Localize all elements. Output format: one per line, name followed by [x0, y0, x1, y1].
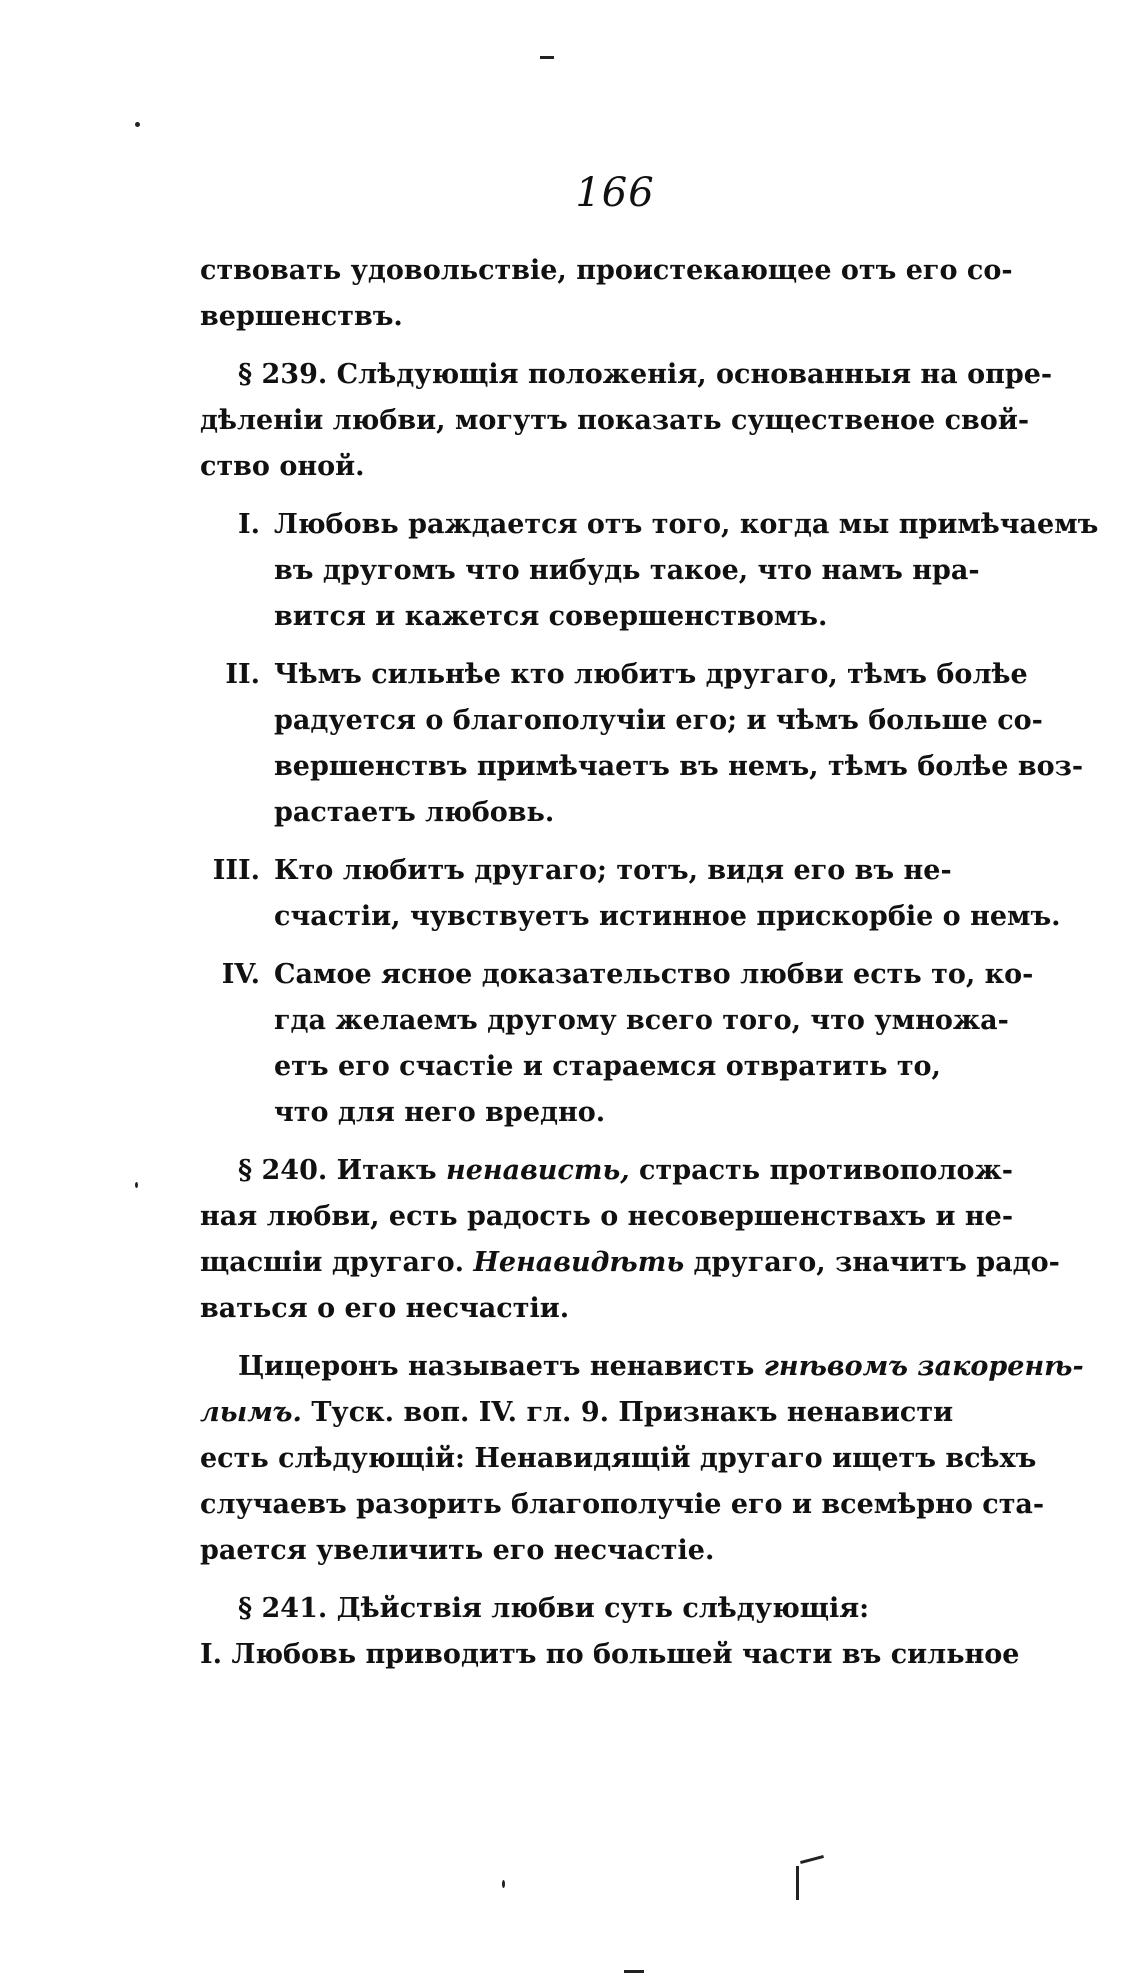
- emphasis-term: гнѣвомъ закоренѣ-: [763, 1351, 1084, 1382]
- text-run: страсть противополож-: [629, 1155, 1013, 1186]
- scan-speck: [502, 1880, 505, 1888]
- text-line: счастіи, чувствуетъ истинное прискорбіе о немъ.: [274, 901, 1061, 932]
- text-line: вится и кажется совершенствомъ.: [274, 601, 828, 632]
- list-item-2: [200, 652, 1084, 836]
- text-run: Цицеронъ называетъ ненависть: [238, 1351, 764, 1382]
- text-run: § 240. Итакъ: [238, 1155, 447, 1186]
- text-run: Любовь приводитъ по большей части въ сильное: [231, 1639, 1020, 1670]
- text-line: [200, 1240, 1060, 1286]
- scan-mark: [540, 56, 554, 59]
- list-item-1: [200, 502, 1099, 640]
- text-line: вершенствъ примѣчаетъ въ немъ, тѣмъ болѣе воз-: [274, 751, 1084, 782]
- text-line: вершенствъ.: [200, 301, 403, 332]
- text-line: § 239. Слѣдующія положенія, основанныя на опре-: [238, 359, 1053, 390]
- text-line: растаетъ любовь.: [274, 797, 555, 828]
- text-line: ная любви, есть радость о несовершенствахъ и не-: [200, 1201, 1014, 1232]
- text-line: Самое ясное доказательство любви есть то, ко-: [274, 959, 1034, 990]
- emphasis-term: Ненавидѣть: [473, 1247, 685, 1278]
- text-line: ствовать удовольствіе, проистекающее отъ его со-: [200, 255, 1013, 286]
- list-numeral: I.: [200, 1639, 223, 1670]
- text-run: щасшіи другаго.: [200, 1247, 474, 1278]
- text-line: [200, 1344, 1084, 1390]
- list-numeral: III.: [212, 855, 260, 886]
- text-line: рается увеличить его несчастіе.: [200, 1535, 715, 1566]
- paragraph-241: [200, 1586, 1020, 1678]
- text-line: [200, 1148, 1020, 1194]
- page-number: 166: [575, 170, 655, 216]
- paragraph-239: [200, 352, 1053, 490]
- text-run: Туск. воп. IV. гл. 9. Признакъ ненависти: [301, 1397, 954, 1428]
- scan-mark: [800, 1855, 824, 1864]
- text-line: [200, 1390, 1020, 1436]
- text-line: дѣленіи любви, могутъ показать существеное свой-: [200, 405, 1030, 436]
- scan-mark: [624, 1970, 644, 1973]
- text-line: § 241. Дѣйствія любви суть слѣдующія:: [238, 1593, 870, 1624]
- text-line: радуется о благополучіи его; и чѣмъ больше со-: [274, 705, 1043, 736]
- paragraph-cicero: [200, 1344, 1084, 1574]
- scan-speck: [135, 122, 140, 127]
- list-numeral: IV.: [221, 959, 260, 990]
- list-item-3: [200, 848, 1061, 940]
- text-line: ство оной.: [200, 451, 365, 482]
- emphasis-term: ненависть,: [446, 1155, 630, 1186]
- text-line: ваться о его несчастіи.: [200, 1293, 570, 1324]
- text-line: [200, 1632, 1020, 1678]
- paragraph-continued: [200, 248, 1020, 340]
- text-line: случаевъ разорить благополучіе его и всемѣрно ста-: [200, 1489, 1045, 1520]
- text-line: етъ его счастіе и стараемся отвратить то,: [274, 1051, 941, 1082]
- text-line: что для него вредно.: [274, 1097, 606, 1128]
- paragraph-240: [200, 1148, 1060, 1332]
- body-text: [200, 248, 1099, 1678]
- text-line: Любовь раждается отъ того, когда мы примѣчаемъ: [274, 509, 1099, 540]
- text-line: въ другомъ что нибудь такое, что намъ нра-: [274, 555, 980, 586]
- list-numeral: I.: [237, 509, 260, 540]
- text-line: Кто любитъ другаго; тотъ, видя его въ не-: [274, 855, 952, 886]
- emphasis-term: лымъ.: [200, 1397, 302, 1428]
- text-line: Чѣмъ сильнѣе кто любитъ другаго, тѣмъ болѣе: [274, 659, 1028, 690]
- list-numeral: II.: [225, 659, 260, 690]
- scan-mark: [796, 1866, 799, 1900]
- text-run: другаго, значитъ радо-: [684, 1247, 1060, 1278]
- list-item-4: [200, 952, 1034, 1136]
- scan-speck: [135, 1182, 138, 1188]
- text-line: гда желаемъ другому всего того, что умножа-: [274, 1005, 1009, 1036]
- text-line: есть слѣдующій: Ненавидящій другаго ищетъ всѣхъ: [200, 1443, 1037, 1474]
